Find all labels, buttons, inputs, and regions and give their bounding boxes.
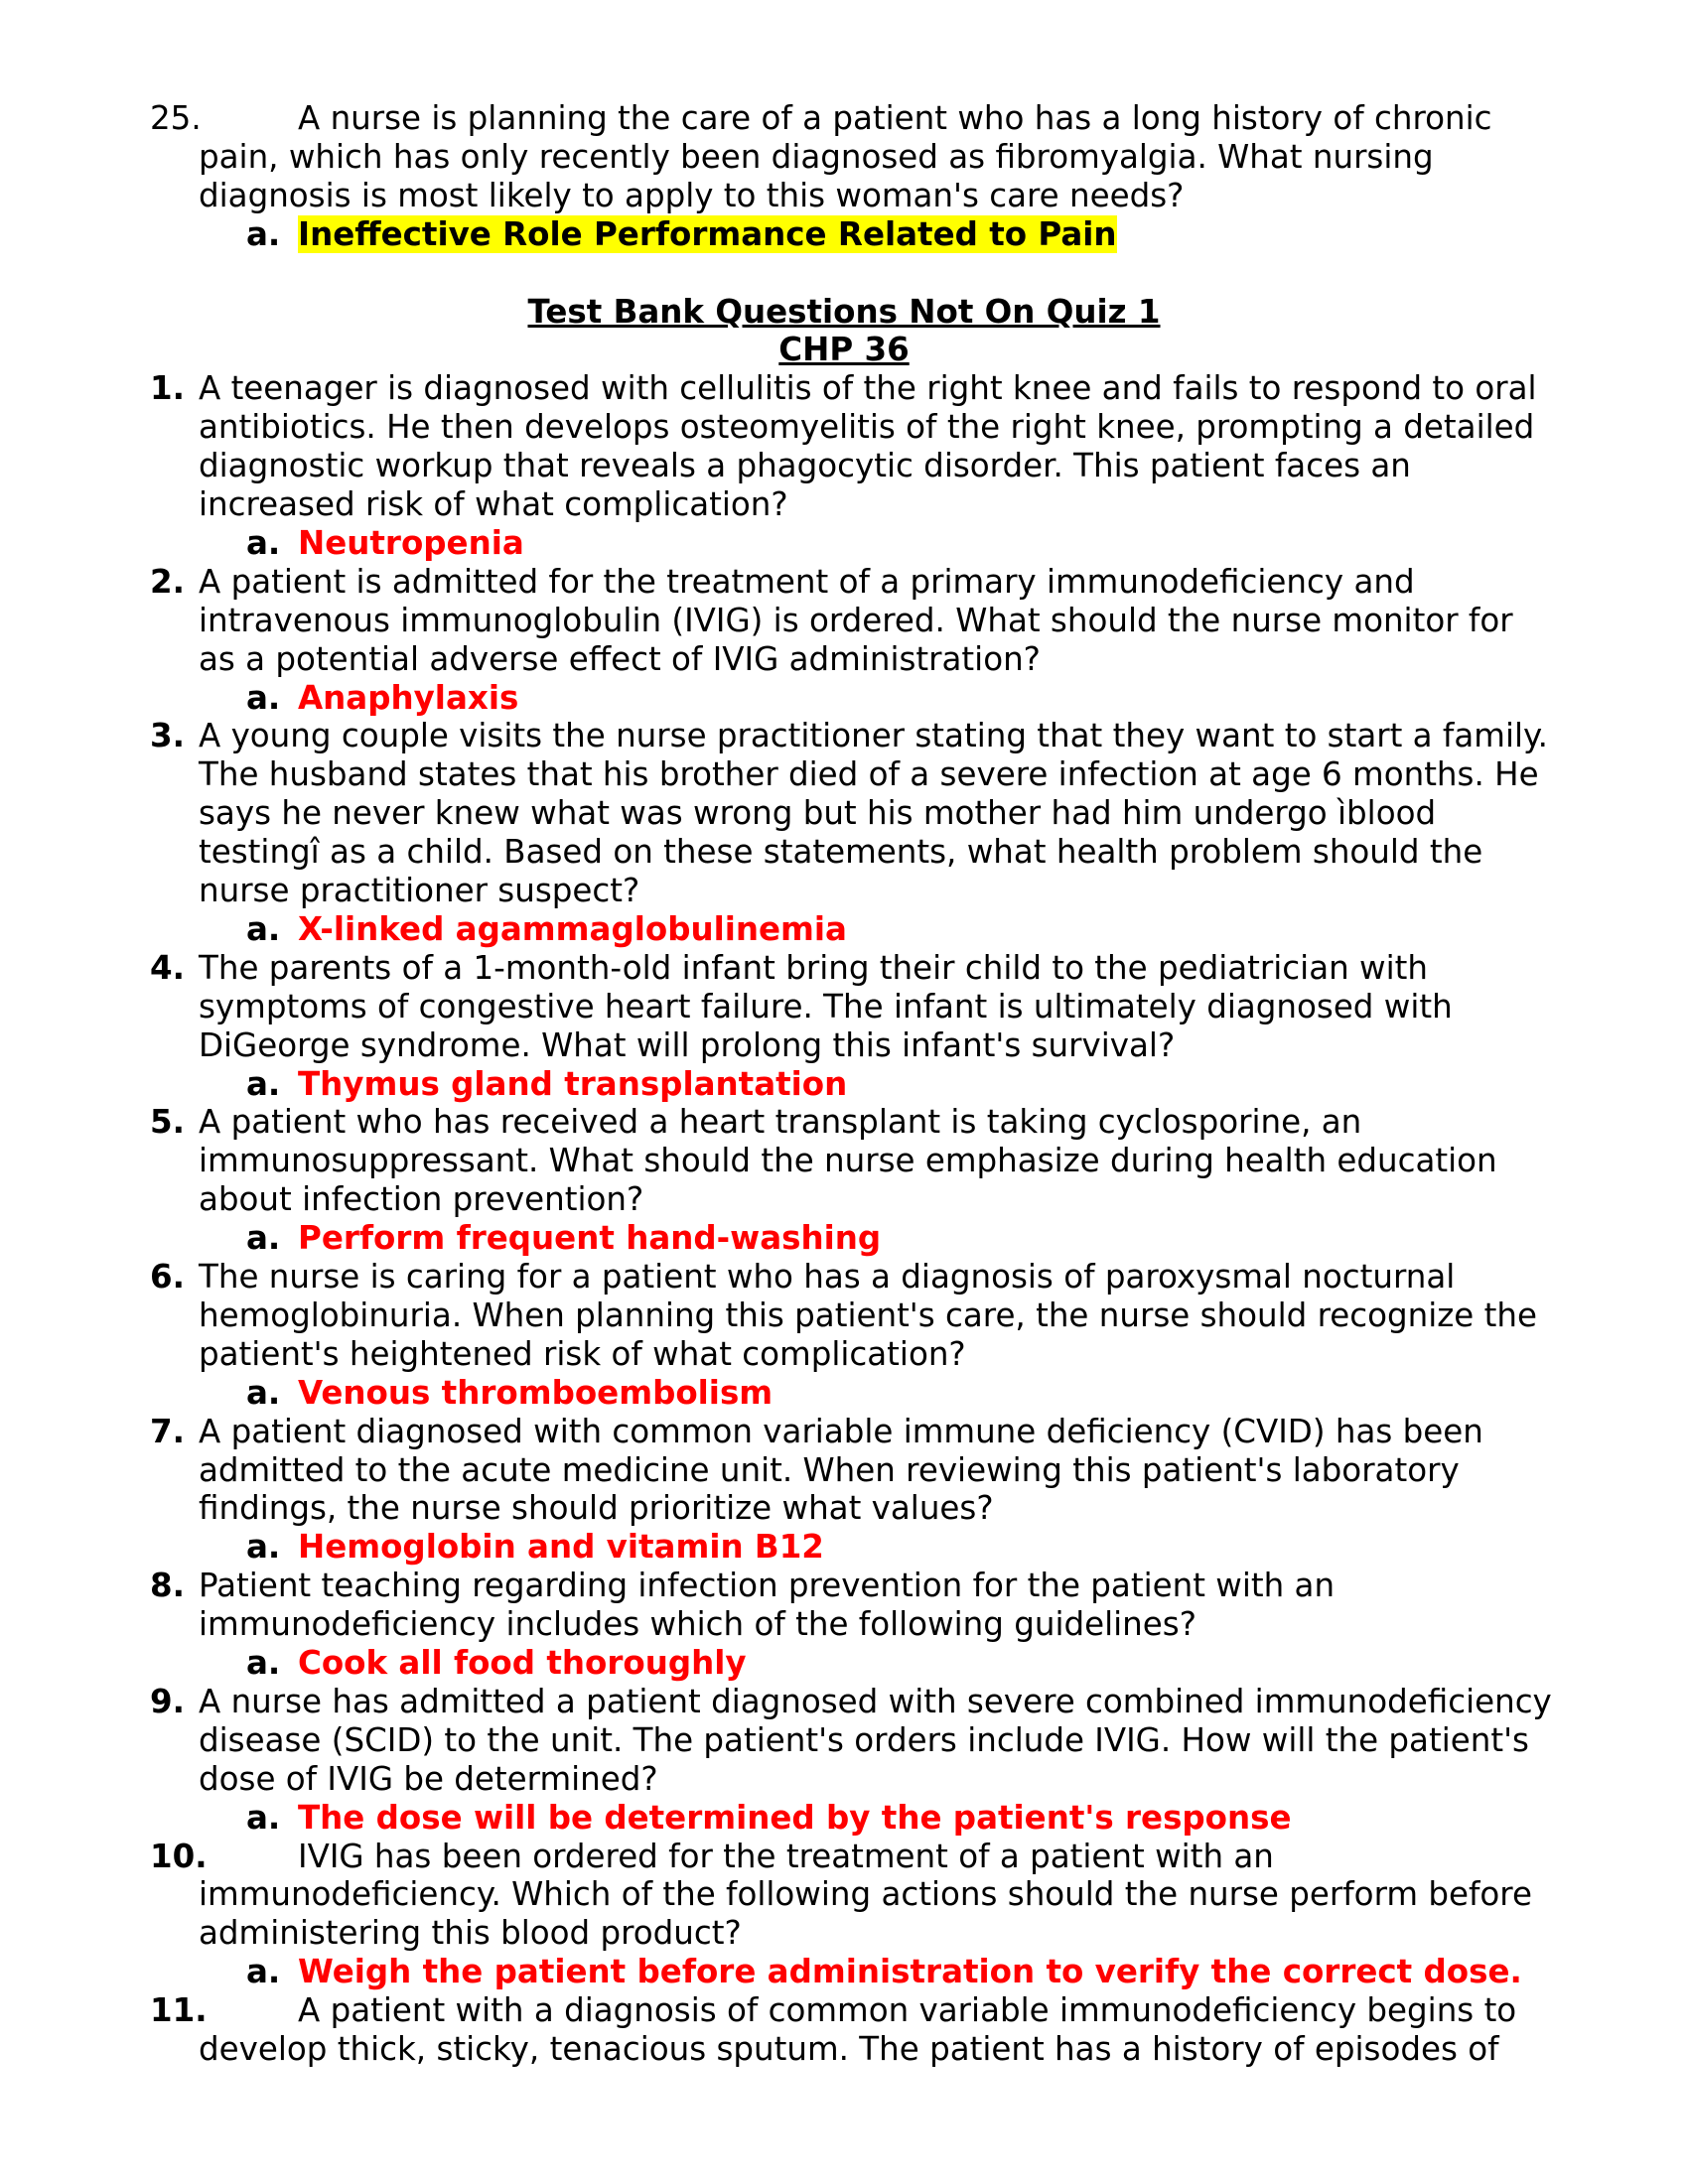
question-text-line: immunosuppressant. What should the nurse emphasize during health education (199, 1142, 1497, 1180)
question-text-line: nurse practitioner suspect? (199, 872, 640, 909)
answer-letter: a. (246, 1953, 281, 1991)
question-number: 9. (150, 1682, 185, 1720)
question-text-line: A patient with a diagnosis of common variable immunodeficiency begins to (298, 1991, 1517, 2030)
question-text-line: A patient is admitted for the treatment of a primary immunodeficiency and (199, 562, 1415, 601)
question-text-line: says he never knew what was wrong but his mother had him undergo ìblood (199, 794, 1437, 833)
question-text-line: DiGeorge syndrome. What will prolong this infant's survival? (199, 1025, 1176, 1064)
question-number: 6. (150, 1258, 185, 1296)
answer-letter: a. (246, 523, 281, 562)
question-text-line: disease (SCID) to the unit. The patient's orders include IVIG. How will the patient's (199, 1720, 1529, 1759)
question-text-line: dose of IVIG be determined? (199, 1759, 658, 1798)
question-text-line: findings, the nurse should prioritize what values? (199, 1489, 994, 1528)
correct-answer: Weigh the patient before administration to verify the correct dose. (298, 1953, 1522, 1991)
question-text-line: admitted to the acute medicine unit. When reviewing this patient's laboratory (199, 1450, 1460, 1489)
question-text-line: A young couple visits the nurse practitioner stating that they want to start a family. (199, 717, 1548, 755)
correct-answer: The dose will be determined by the patient's response (298, 1798, 1292, 1837)
question-number: 11. (150, 1991, 208, 2030)
correct-answer: Anaphylaxis (298, 678, 519, 717)
answer-letter: a. (246, 214, 281, 253)
question-text-line: immunodeficiency includes which of the following guidelines? (199, 1605, 1196, 1644)
answer-letter: a. (246, 1644, 281, 1682)
question-text-line: testingî as a child. Based on these statements, what health problem should the (199, 833, 1483, 872)
question-text-line: immunodeficiency. Which of the following actions should the nurse perform before (199, 1875, 1532, 1914)
question-text-line: IVIG has been ordered for the treatment of a patient with an (298, 1837, 1274, 1875)
answer-letter: a. (246, 678, 281, 717)
question-number: 4. (150, 948, 185, 987)
answer-letter: a. (246, 1528, 281, 1567)
question-number: 5. (150, 1103, 185, 1142)
question-text-line: patient's heightened risk of what complication? (199, 1334, 966, 1373)
question-number: 25. (150, 99, 202, 137)
answer-letter: a. (246, 1219, 281, 1258)
question-text-line: A nurse is planning the care of a patient who has a long history of chronic (298, 99, 1492, 137)
question-text-line: intravenous immunoglobulin (IVIG) is ordered. What should the nurse monitor for (199, 601, 1513, 639)
correct-answer: X-linked agammaglobulinemia (298, 909, 847, 948)
highlighted-answer: Ineffective Role Performance Related to Pain (298, 214, 1117, 253)
question-text-line: The parents of a 1-month-old infant bring their child to the pediatrician with (199, 948, 1428, 987)
question-text-line: antibiotics. He then develops osteomyelitis of the right knee, prompting a detailed (199, 408, 1535, 447)
correct-answer: Perform frequent hand-washing (298, 1219, 882, 1258)
correct-answer: Neutropenia (298, 523, 524, 562)
question-text-line: hemoglobinuria. When planning this patient's care, the nurse should recognize the (199, 1296, 1537, 1334)
question-text-line: about infection prevention? (199, 1180, 644, 1219)
answer-letter: a. (246, 1373, 281, 1412)
correct-answer: Cook all food thoroughly (298, 1644, 747, 1682)
question-number: 7. (150, 1412, 185, 1450)
correct-answer: Hemoglobin and vitamin B12 (298, 1528, 824, 1567)
question-text-line: symptoms of congestive heart failure. The infant is ultimately diagnosed with (199, 987, 1453, 1025)
question-text-line: A patient who has received a heart transplant is taking cyclosporine, an (199, 1103, 1362, 1142)
question-text-line: The husband states that his brother died of a severe infection at age 6 months. He (199, 755, 1539, 794)
question-number: 2. (150, 562, 185, 601)
answer-letter: a. (246, 1064, 281, 1103)
question-number: 10. (150, 1837, 208, 1875)
question-text-line: diagnostic workup that reveals a phagocytic disorder. This patient faces an (199, 447, 1411, 485)
question-number: 3. (150, 717, 185, 755)
question-text-line: pain, which has only recently been diagnosed as fibromyalgia. What nursing (199, 137, 1434, 176)
question-text-line: A nurse has admitted a patient diagnosed with severe combined immunodeficiency (199, 1682, 1552, 1720)
chapter-label (0, 331, 1688, 369)
question-text-line: administering this blood product? (199, 1914, 742, 1953)
answer-letter: a. (246, 909, 281, 948)
question-text-line: Patient teaching regarding infection prevention for the patient with an (199, 1567, 1336, 1605)
question-text-line: A patient diagnosed with common variable immune deficiency (CVID) has been (199, 1412, 1483, 1450)
question-number: 1. (150, 369, 185, 408)
section-title-text: Test Bank Questions Not On Quiz 1 (527, 292, 1161, 331)
question-number: 8. (150, 1567, 185, 1605)
chapter-label-text: CHP 36 (778, 331, 910, 369)
question-text-line: A teenager is diagnosed with cellulitis of the right knee and fails to respond to oral (199, 369, 1537, 408)
correct-answer: Venous thromboembolism (298, 1373, 774, 1412)
section-title (0, 293, 1688, 332)
question-text-line: develop thick, sticky, tenacious sputum. The patient has a history of episodes of (199, 2030, 1499, 2068)
question-text-line: diagnosis is most likely to apply to this woman's care needs? (199, 176, 1185, 214)
question-text-line: The nurse is caring for a patient who has a diagnosis of paroxysmal nocturnal (199, 1258, 1456, 1296)
answer-letter: a. (246, 1798, 281, 1837)
question-text-line: increased risk of what complication? (199, 485, 788, 523)
correct-answer: Thymus gland transplantation (298, 1064, 848, 1103)
question-text-line: as a potential adverse effect of IVIG administration? (199, 639, 1041, 678)
